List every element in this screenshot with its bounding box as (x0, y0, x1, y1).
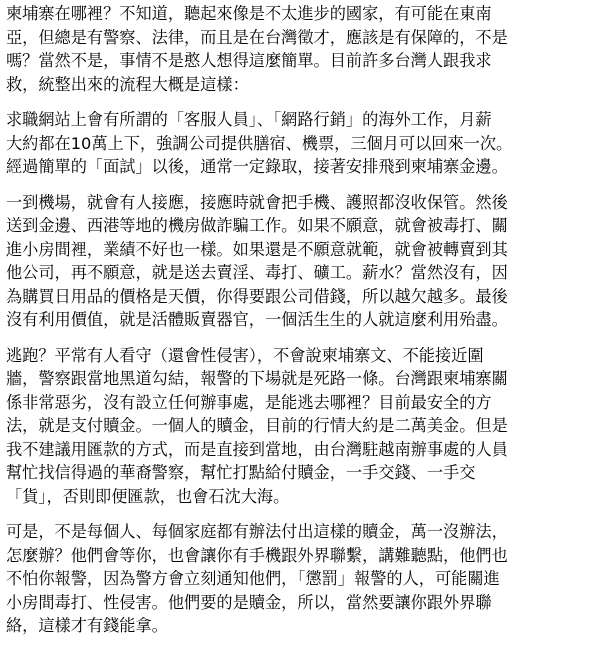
paragraph-job-ads: 求職網站上會有所謂的「客服人員」、「網路行銷」的海外工作，月薪 大約都在10萬上下，強調公司提供膳宿、機票，三個月可以回來一次。 經過簡單的「面試」以後，通常一定錄取，接著安排飛到柬埔寨金邊。 (6, 110, 513, 176)
paragraph-escape: 逃跑？平常有人看守（還會性侵害），不會說柬埔寨文、不能接近圍 牆，警察跟當地黑道勾結，報警的下場就是死路一條。台灣跟柬埔寨關 係非常惡劣，沒有設立任何辦事處，是能逃去哪裡？目前最安全的方 法，就是支付贖金。一個人的贖金，目前的行情大約是二萬美金。但是 我不建議用匯款的方式，而是直接到當地，由台灣駐越南辦事處的人員 幫忙找信得過的華裔警察，幫忙打點給付贖金，一手交錢、一手交 「貨」，否則即便匯款，也會石沈大海。 (6, 345, 508, 506)
paragraph-arrival: 一到機場，就會有人接應，接應時就會把手機、護照都沒收保管。然後 送到金邊、西港等地的機房做詐騙工作。如果不願意，就會被毒打、關 進小房間裡，業績不好也一樣。如果還是不願意就範，就會被轉賣到其 他公司，再不願意，就是送去賣淫、毒打、礦工。薪水？當然沒有，因 為購買日用品的價格是天價，你得要跟公司借錢，所以越欠越多。最後 沒有利用價值，就是活體販賣器官，一個活生生的人就這麼利用殆盡。 (6, 192, 508, 329)
paragraph-intro: 柬埔寨在哪裡？不知道，聽起來像是不太進步的國家，有可能在東南 亞，但總是有警察、法律，而且是在台灣徵才，應該是有保障的，不是 嗎？當然不是，事情不是憨人想得這麼簡單。目前許多台灣人跟我求 救，統整出來的流程大概是這樣： (6, 4, 508, 94)
paragraph-ransom: 可是，不是每個人、每個家庭都有辦法付出這樣的贖金，萬一沒辦法， 怎麼辦？他們會等你，也會讓你有手機跟外界聯繫，講難聽點，他們也 不怕你報警，因為警方會立刻通知他們，「懲罰」報警的人，可能關進 小房間毒打、性侵害。他們要的是贖金，所以，當然要讓你跟外界聯 絡，這樣才有錢能拿。 (6, 522, 508, 635)
post-body (6, 2, 601, 638)
